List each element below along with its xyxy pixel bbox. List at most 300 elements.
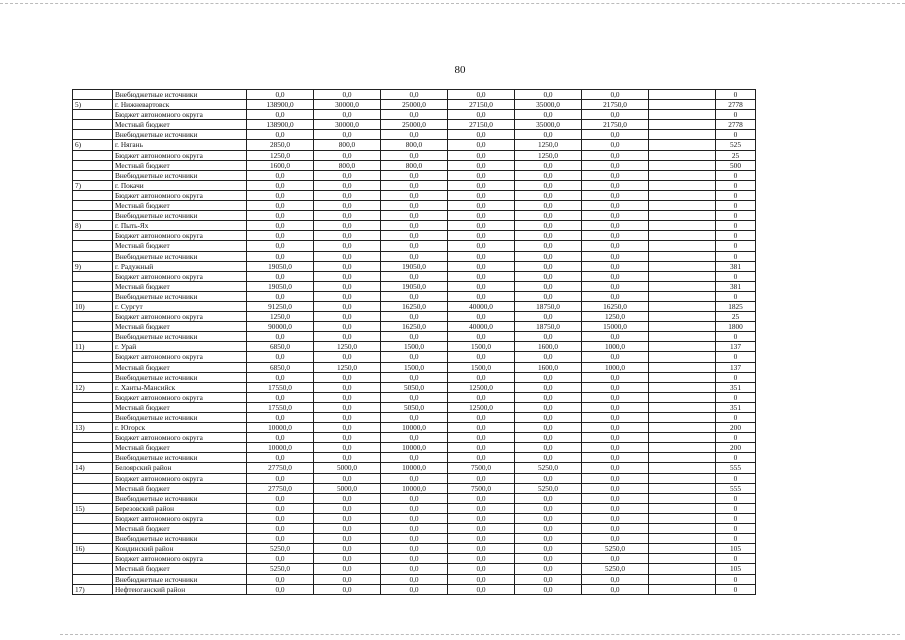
value-cell: 0,0: [582, 180, 649, 190]
empty-cell: [649, 524, 716, 534]
indicator-cell: 25: [716, 150, 756, 160]
empty-cell: [649, 574, 716, 584]
indicator-cell: 137: [716, 342, 756, 352]
value-cell: 0,0: [381, 150, 448, 160]
value-cell: 15000,0: [582, 322, 649, 332]
value-cell: 0,0: [314, 564, 381, 574]
table-row: [73, 201, 841, 211]
value-cell: 0,0: [314, 584, 381, 594]
row-number: [73, 443, 113, 453]
empty-cell: [649, 130, 716, 140]
value-cell: 0,0: [314, 382, 381, 392]
row-number: 13): [73, 423, 113, 433]
value-cell: 0,0: [247, 524, 314, 534]
value-cell: 0,0: [582, 231, 649, 241]
row-label: Местный бюджет: [113, 524, 247, 534]
value-cell: 0,0: [314, 322, 381, 332]
row-label: г. Радужный: [113, 261, 247, 271]
indicator-cell: 0: [716, 554, 756, 564]
table-row: [73, 544, 841, 554]
table-row: [73, 433, 841, 443]
value-cell: 0,0: [247, 90, 314, 100]
value-cell: 0,0: [247, 503, 314, 513]
value-cell: 0,0: [515, 423, 582, 433]
row-label: Внебюджетные источники: [113, 534, 247, 544]
empty-cell: [649, 443, 716, 453]
value-cell: 0,0: [448, 160, 515, 170]
value-cell: 35000,0: [515, 120, 582, 130]
value-cell: 0,0: [247, 413, 314, 423]
value-cell: 0,0: [448, 170, 515, 180]
value-cell: 0,0: [448, 513, 515, 523]
value-cell: 0,0: [515, 160, 582, 170]
table-row: [73, 372, 841, 382]
value-cell: 0,0: [381, 554, 448, 564]
value-cell: 0,0: [314, 130, 381, 140]
value-cell: 0,0: [448, 554, 515, 564]
value-cell: 0,0: [448, 584, 515, 594]
value-cell: 0,0: [247, 453, 314, 463]
table-row: [73, 352, 841, 362]
indicator-cell: 0: [716, 503, 756, 513]
value-cell: 0,0: [381, 110, 448, 120]
value-cell: 0,0: [314, 423, 381, 433]
row-label: Местный бюджет: [113, 322, 247, 332]
table-row: [73, 291, 841, 301]
scan-edge-top: [0, 3, 905, 4]
indicator-cell: 105: [716, 564, 756, 574]
value-cell: 800,0: [381, 160, 448, 170]
value-cell: 19050,0: [247, 281, 314, 291]
row-label: г. Урай: [113, 342, 247, 352]
value-cell: 0,0: [448, 150, 515, 160]
row-number: [73, 372, 113, 382]
row-label: Бюджет автономного округа: [113, 513, 247, 523]
row-number: [73, 524, 113, 534]
value-cell: 0,0: [448, 130, 515, 140]
row-number: [73, 513, 113, 523]
empty-cell: [649, 271, 716, 281]
value-cell: 0,0: [582, 402, 649, 412]
value-cell: 0,0: [381, 564, 448, 574]
value-cell: 0,0: [314, 231, 381, 241]
row-label: Бюджет автономного округа: [113, 271, 247, 281]
table-row: [73, 483, 841, 493]
value-cell: 0,0: [448, 271, 515, 281]
empty-cell: [649, 190, 716, 200]
indicator-cell: 0: [716, 180, 756, 190]
value-cell: 40000,0: [448, 322, 515, 332]
indicator-cell: 25: [716, 312, 756, 322]
value-cell: 0,0: [381, 251, 448, 261]
value-cell: 0,0: [515, 584, 582, 594]
row-label: Внебюджетные источники: [113, 453, 247, 463]
indicator-cell: 0: [716, 221, 756, 231]
value-cell: 800,0: [381, 140, 448, 150]
value-cell: 5250,0: [582, 544, 649, 554]
table-row: [73, 574, 841, 584]
indicator-cell: 525: [716, 140, 756, 150]
row-label: г. Югорск: [113, 423, 247, 433]
row-number: 16): [73, 544, 113, 554]
empty-cell: [649, 493, 716, 503]
value-cell: 0,0: [314, 251, 381, 261]
table-row: [73, 271, 841, 281]
row-number: 7): [73, 180, 113, 190]
value-cell: 0,0: [381, 352, 448, 362]
value-cell: 0,0: [247, 251, 314, 261]
indicator-cell: 0: [716, 241, 756, 251]
row-number: [73, 110, 113, 120]
value-cell: 0,0: [515, 271, 582, 281]
row-number: 14): [73, 463, 113, 473]
scan-edge-bottom: [60, 634, 900, 635]
empty-cell: [649, 180, 716, 190]
value-cell: 0,0: [515, 473, 582, 483]
value-cell: 5250,0: [515, 483, 582, 493]
value-cell: 0,0: [381, 413, 448, 423]
table-row: [73, 221, 841, 231]
value-cell: 0,0: [582, 534, 649, 544]
value-cell: 0,0: [381, 493, 448, 503]
indicator-cell: 0: [716, 413, 756, 423]
row-number: [73, 564, 113, 574]
table-row: [73, 423, 841, 433]
value-cell: 0,0: [448, 372, 515, 382]
table-row: [73, 261, 841, 271]
indicator-cell: 0: [716, 453, 756, 463]
row-label: Бюджет автономного округа: [113, 433, 247, 443]
empty-cell: [649, 413, 716, 423]
value-cell: 1000,0: [582, 362, 649, 372]
value-cell: 0,0: [247, 180, 314, 190]
table-row: [73, 120, 841, 130]
value-cell: 0,0: [247, 241, 314, 251]
row-number: [73, 281, 113, 291]
value-cell: 0,0: [515, 180, 582, 190]
row-number: [73, 352, 113, 362]
row-number: [73, 211, 113, 221]
value-cell: 0,0: [381, 190, 448, 200]
empty-cell: [649, 281, 716, 291]
value-cell: 5250,0: [515, 463, 582, 473]
empty-cell: [649, 291, 716, 301]
value-cell: 0,0: [582, 423, 649, 433]
row-label: Внебюджетные источники: [113, 372, 247, 382]
value-cell: 0,0: [515, 382, 582, 392]
empty-cell: [649, 120, 716, 130]
value-cell: 0,0: [448, 473, 515, 483]
table-row: [73, 453, 841, 463]
value-cell: 0,0: [247, 221, 314, 231]
value-cell: 0,0: [314, 574, 381, 584]
value-cell: 0,0: [448, 443, 515, 453]
table-row: [73, 312, 841, 322]
row-label: Местный бюджет: [113, 402, 247, 412]
value-cell: 0,0: [582, 170, 649, 180]
value-cell: 0,0: [582, 201, 649, 211]
value-cell: 27150,0: [448, 100, 515, 110]
row-number: [73, 483, 113, 493]
table-row: [73, 493, 841, 503]
table-row: [73, 231, 841, 241]
value-cell: 0,0: [582, 332, 649, 342]
value-cell: 0,0: [247, 190, 314, 200]
indicator-cell: 0: [716, 190, 756, 200]
table-row: [73, 90, 841, 100]
table-row: [73, 301, 841, 311]
empty-cell: [649, 463, 716, 473]
row-label: Бюджет автономного округа: [113, 392, 247, 402]
row-label: Местный бюджет: [113, 443, 247, 453]
value-cell: 35000,0: [515, 100, 582, 110]
row-label: г. Сургут: [113, 301, 247, 311]
empty-cell: [649, 473, 716, 483]
value-cell: 0,0: [247, 201, 314, 211]
row-label: Внебюджетные источники: [113, 251, 247, 261]
row-number: [73, 453, 113, 463]
value-cell: 0,0: [381, 90, 448, 100]
value-cell: 1250,0: [314, 362, 381, 372]
value-cell: 0,0: [448, 352, 515, 362]
value-cell: 0,0: [314, 493, 381, 503]
value-cell: 0,0: [515, 413, 582, 423]
empty-cell: [649, 382, 716, 392]
table-row: [73, 140, 841, 150]
table-row: [73, 392, 841, 402]
row-label: Местный бюджет: [113, 483, 247, 493]
value-cell: 40000,0: [448, 301, 515, 311]
value-cell: 0,0: [314, 110, 381, 120]
row-number: [73, 201, 113, 211]
value-cell: 0,0: [247, 211, 314, 221]
value-cell: 0,0: [582, 281, 649, 291]
table-row: [73, 473, 841, 483]
table-row: [73, 402, 841, 412]
value-cell: 0,0: [314, 281, 381, 291]
row-number: 5): [73, 100, 113, 110]
empty-cell: [649, 332, 716, 342]
row-label: Белоярский район: [113, 463, 247, 473]
empty-cell: [649, 261, 716, 271]
row-label: Внебюджетные источники: [113, 130, 247, 140]
empty-cell: [649, 140, 716, 150]
value-cell: 0,0: [515, 110, 582, 120]
indicator-cell: 351: [716, 382, 756, 392]
value-cell: 0,0: [582, 251, 649, 261]
table-row: [73, 130, 841, 140]
value-cell: 0,0: [381, 332, 448, 342]
table-row: [73, 251, 841, 261]
indicator-cell: 0: [716, 493, 756, 503]
table-row: [73, 170, 841, 180]
value-cell: 0,0: [247, 433, 314, 443]
indicator-cell: 381: [716, 261, 756, 271]
value-cell: 0,0: [582, 110, 649, 120]
value-cell: 0,0: [515, 493, 582, 503]
indicator-cell: 500: [716, 160, 756, 170]
value-cell: 0,0: [314, 170, 381, 180]
indicator-cell: 137: [716, 362, 756, 372]
row-label: Бюджет автономного округа: [113, 150, 247, 160]
value-cell: 0,0: [582, 190, 649, 200]
row-label: Внебюджетные источники: [113, 574, 247, 584]
value-cell: 0,0: [314, 372, 381, 382]
row-number: [73, 402, 113, 412]
value-cell: 0,0: [448, 140, 515, 150]
empty-cell: [649, 100, 716, 110]
value-cell: 0,0: [515, 574, 582, 584]
row-number: [73, 322, 113, 332]
value-cell: 0,0: [515, 291, 582, 301]
value-cell: 5250,0: [247, 544, 314, 554]
table-row: [73, 503, 841, 513]
row-label: Бюджет автономного округа: [113, 554, 247, 564]
value-cell: 0,0: [515, 231, 582, 241]
value-cell: 0,0: [582, 160, 649, 170]
value-cell: 0,0: [247, 534, 314, 544]
value-cell: 0,0: [515, 190, 582, 200]
value-cell: 0,0: [314, 201, 381, 211]
value-cell: 800,0: [314, 140, 381, 150]
value-cell: 0,0: [582, 554, 649, 564]
indicator-cell: 0: [716, 513, 756, 523]
value-cell: 0,0: [448, 534, 515, 544]
empty-cell: [649, 402, 716, 412]
value-cell: 0,0: [448, 413, 515, 423]
value-cell: 0,0: [515, 201, 582, 211]
value-cell: 0,0: [448, 201, 515, 211]
value-cell: 0,0: [582, 483, 649, 493]
value-cell: 1500,0: [448, 362, 515, 372]
value-cell: 0,0: [314, 392, 381, 402]
row-number: 17): [73, 584, 113, 594]
row-label: г. Ханты-Мансийск: [113, 382, 247, 392]
row-label: г. Нягань: [113, 140, 247, 150]
value-cell: 0,0: [314, 211, 381, 221]
value-cell: 5250,0: [247, 564, 314, 574]
value-cell: 10000,0: [247, 443, 314, 453]
value-cell: 0,0: [381, 433, 448, 443]
value-cell: 0,0: [448, 392, 515, 402]
row-label: Внебюджетные источники: [113, 332, 247, 342]
value-cell: 0,0: [381, 574, 448, 584]
value-cell: 0,0: [582, 291, 649, 301]
value-cell: 0,0: [448, 291, 515, 301]
value-cell: 800,0: [314, 160, 381, 170]
empty-cell: [649, 301, 716, 311]
row-label: Местный бюджет: [113, 160, 247, 170]
value-cell: 0,0: [314, 241, 381, 251]
value-cell: 1250,0: [515, 150, 582, 160]
value-cell: 7500,0: [448, 463, 515, 473]
row-label: Местный бюджет: [113, 281, 247, 291]
row-label: Бюджет автономного округа: [113, 190, 247, 200]
indicator-cell: 200: [716, 423, 756, 433]
value-cell: 0,0: [582, 473, 649, 483]
row-label: Бюджет автономного округа: [113, 312, 247, 322]
empty-cell: [649, 503, 716, 513]
row-label: г. Нижневартовск: [113, 100, 247, 110]
value-cell: 0,0: [515, 221, 582, 231]
indicator-cell: 2778: [716, 120, 756, 130]
value-cell: 0,0: [582, 433, 649, 443]
value-cell: 0,0: [582, 513, 649, 523]
value-cell: 17550,0: [247, 382, 314, 392]
indicator-cell: 0: [716, 524, 756, 534]
value-cell: 6850,0: [247, 362, 314, 372]
value-cell: 16250,0: [381, 322, 448, 332]
value-cell: 0,0: [381, 221, 448, 231]
value-cell: 0,0: [582, 372, 649, 382]
row-number: 12): [73, 382, 113, 392]
value-cell: 0,0: [448, 453, 515, 463]
row-number: [73, 362, 113, 372]
row-number: [73, 241, 113, 251]
empty-cell: [649, 483, 716, 493]
row-number: [73, 413, 113, 423]
row-number: 11): [73, 342, 113, 352]
table-row: [73, 362, 841, 372]
value-cell: 0,0: [381, 170, 448, 180]
empty-cell: [649, 453, 716, 463]
value-cell: 5000,0: [314, 483, 381, 493]
empty-cell: [649, 534, 716, 544]
row-number: [73, 392, 113, 402]
value-cell: 0,0: [247, 110, 314, 120]
empty-cell: [649, 322, 716, 332]
value-cell: 17550,0: [247, 402, 314, 412]
value-cell: 0,0: [448, 564, 515, 574]
value-cell: 0,0: [448, 493, 515, 503]
value-cell: 0,0: [247, 554, 314, 564]
row-label: Внебюджетные источники: [113, 211, 247, 221]
row-number: [73, 433, 113, 443]
indicator-cell: 2778: [716, 100, 756, 110]
empty-cell: [649, 362, 716, 372]
value-cell: 0,0: [314, 312, 381, 322]
value-cell: 1600,0: [515, 342, 582, 352]
value-cell: 0,0: [448, 261, 515, 271]
value-cell: 0,0: [247, 392, 314, 402]
row-number: [73, 574, 113, 584]
value-cell: 0,0: [582, 150, 649, 160]
value-cell: 0,0: [515, 332, 582, 342]
value-cell: 0,0: [314, 301, 381, 311]
value-cell: 0,0: [515, 554, 582, 564]
empty-cell: [649, 160, 716, 170]
value-cell: 0,0: [314, 261, 381, 271]
page-number: 80: [454, 64, 466, 76]
value-cell: 7500,0: [448, 483, 515, 493]
empty-cell: [649, 423, 716, 433]
value-cell: 0,0: [314, 503, 381, 513]
indicator-cell: 1800: [716, 322, 756, 332]
value-cell: 0,0: [247, 332, 314, 342]
table-row: [73, 554, 841, 564]
value-cell: 0,0: [381, 241, 448, 251]
value-cell: 0,0: [582, 352, 649, 362]
indicator-cell: 0: [716, 201, 756, 211]
value-cell: 0,0: [314, 180, 381, 190]
value-cell: 0,0: [381, 544, 448, 554]
value-cell: 30000,0: [314, 100, 381, 110]
value-cell: 2850,0: [247, 140, 314, 150]
value-cell: 1500,0: [381, 362, 448, 372]
value-cell: 0,0: [448, 544, 515, 554]
value-cell: 0,0: [448, 251, 515, 261]
empty-cell: [649, 433, 716, 443]
